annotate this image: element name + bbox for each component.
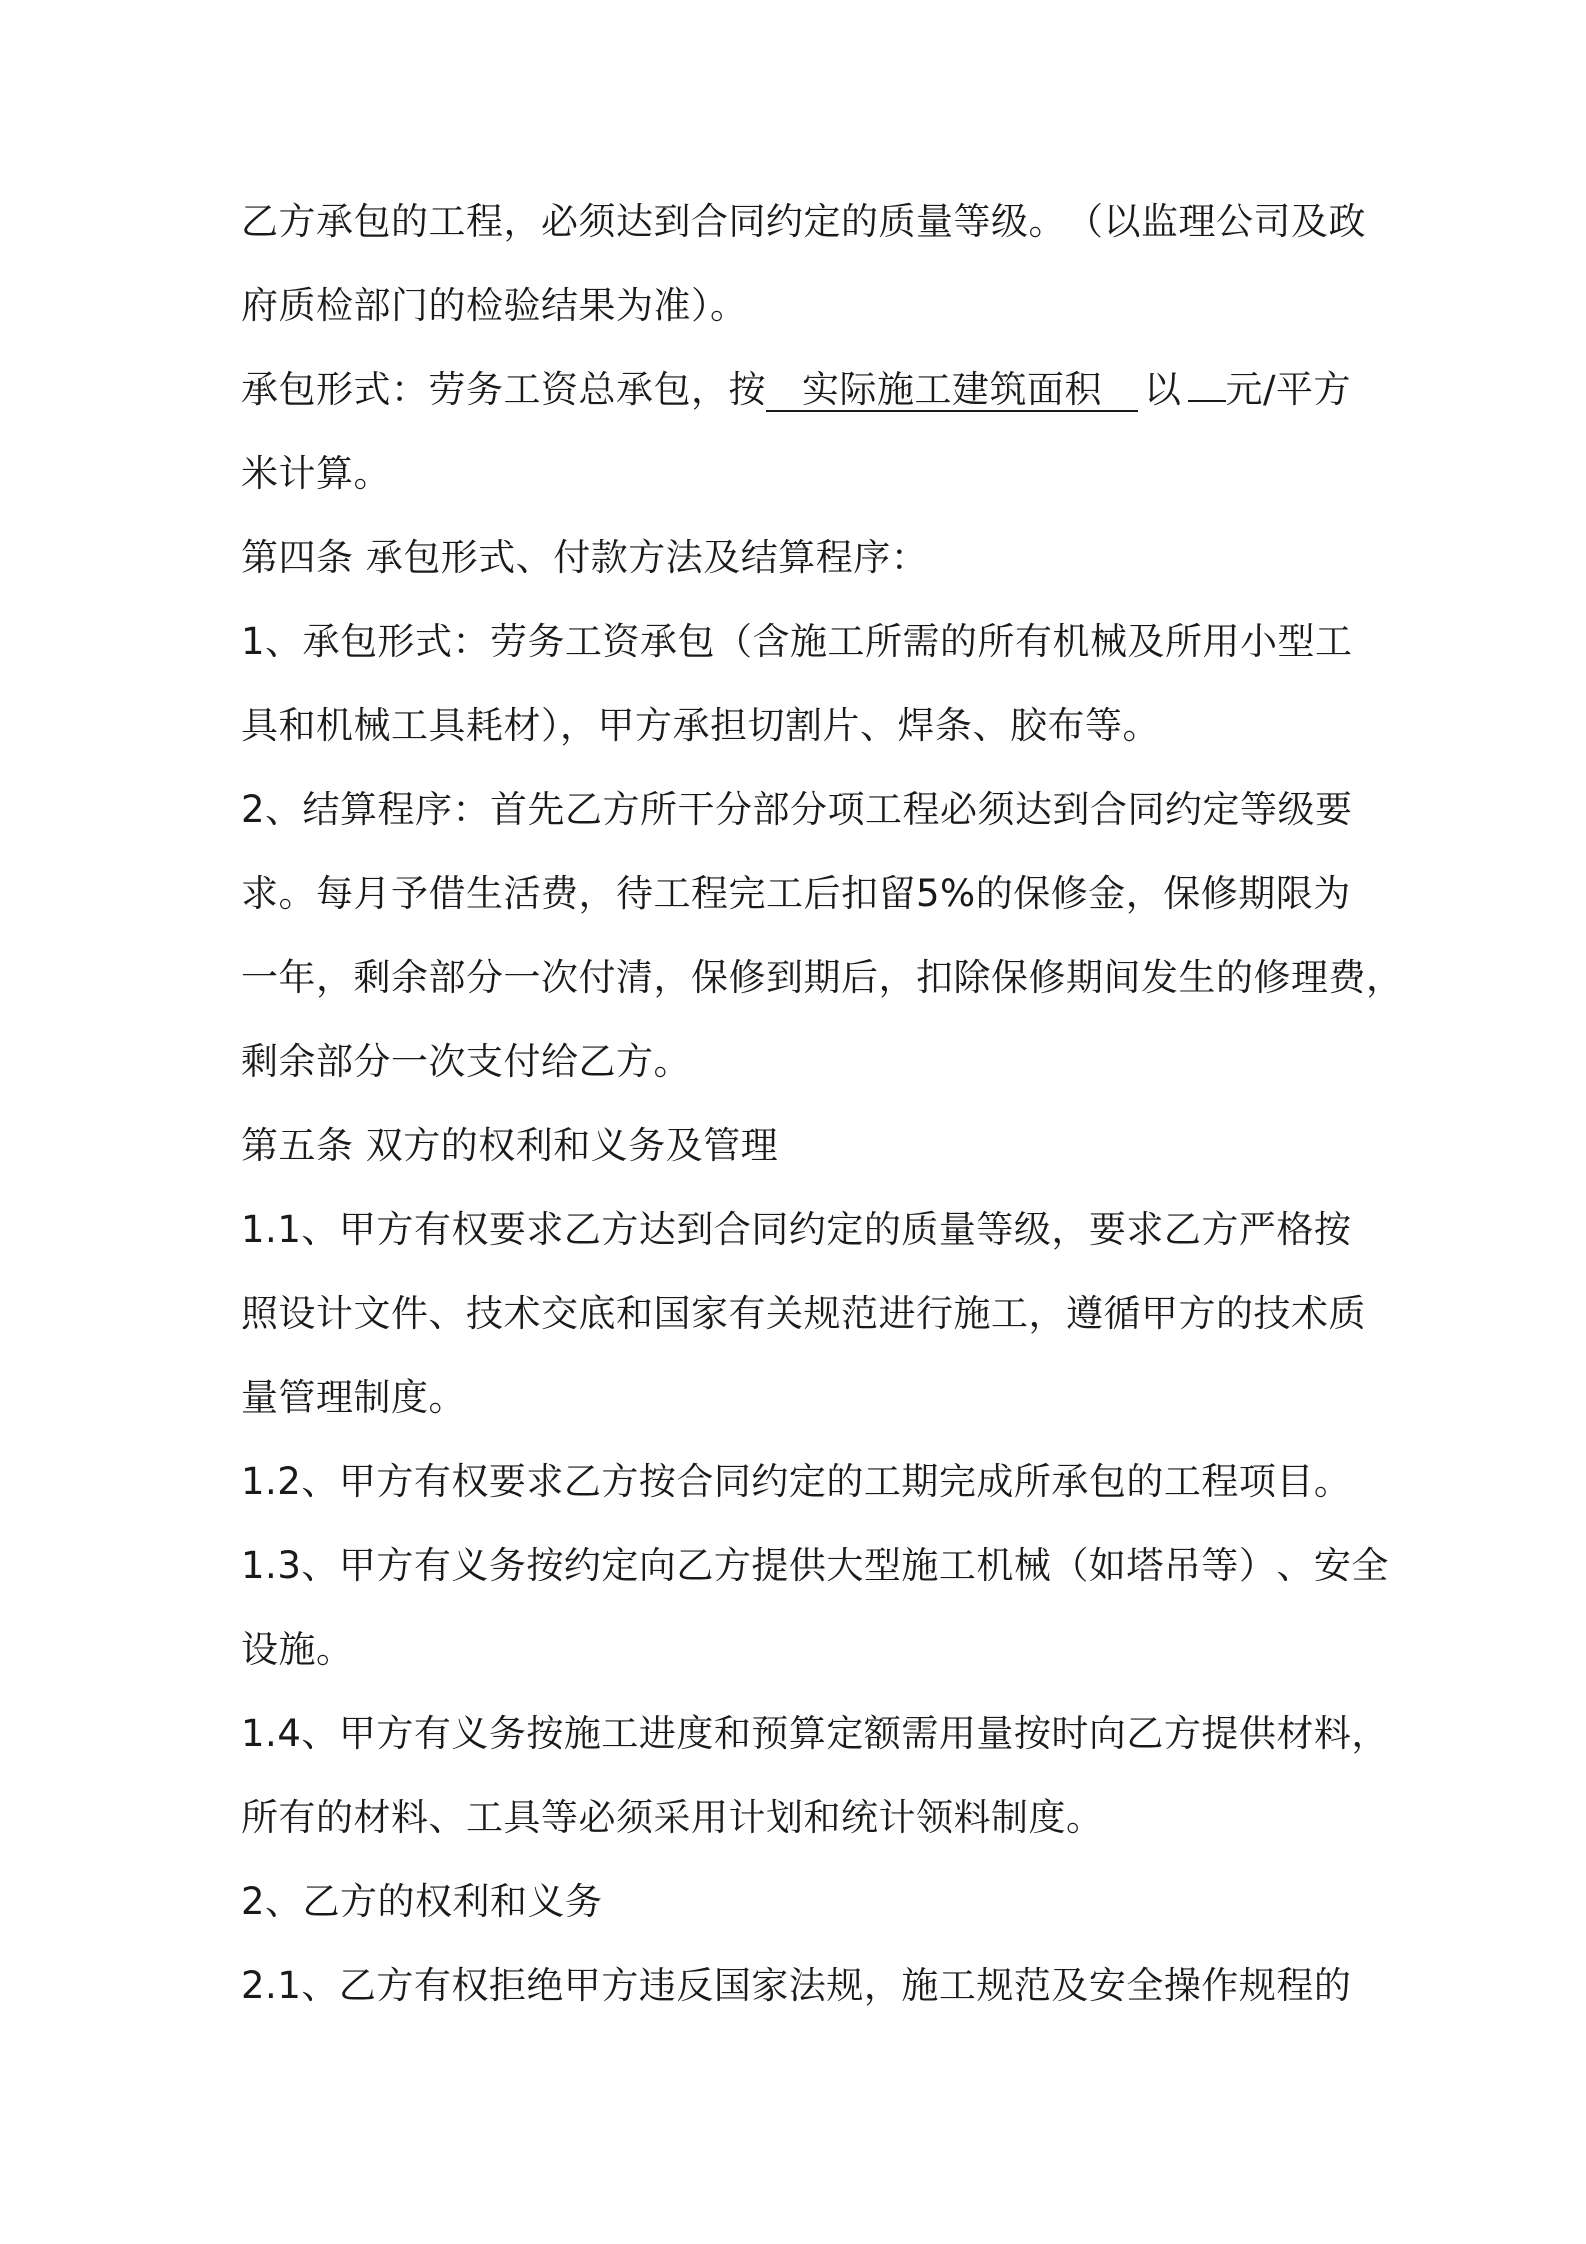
- paragraph-line: 乙 方 承 包 的 工 程 ， 必 须 达 到 合 同 约 定 的 质 量 等 级 。 （ 以 监 理 公 司 及 政: [241, 200, 1366, 243]
- paragraph-line: 所有的材料、工具等必须采用计划和统计领料制度。: [241, 1796, 1104, 1839]
- paragraph-line: 1 、 承 包 形 式 ： 劳 务 工 资 承 包 （ 含 施 工 所 需 的 所 有 机 械 及 所 用 小 型 工: [241, 620, 1353, 663]
- paragraph-line: 求 。 每 月 予 借 生 活 费 ， 待 工 程 完 工 后 扣 留 5 % 的 保 修 金 ， 保 修 期 限 为: [241, 872, 1351, 915]
- contract-form-unit: 元/平方: [1225, 368, 1351, 411]
- price-fill-blank: [1188, 400, 1226, 402]
- paragraph-line: 剩余部分一次支付给乙方。: [241, 1040, 691, 1083]
- paragraph-line: 照 设 计 文 件 、 技 术 交 底 和 国 家 有 关 规 范 进 行 施 工 ， 遵 循 甲 方 的 技 术 质: [241, 1292, 1366, 1335]
- paragraph-line: 府质检部门的检验结果为准）。: [241, 284, 748, 327]
- paragraph-line: 2 . 1 、 乙 方 有 权 拒 绝 甲 方 违 反 国 家 法 规 ， 施 工 规 范 及 安 全 操 作 规 程 的: [241, 1964, 1352, 2007]
- section-heading: 第五条 双方的权利和义务及管理: [241, 1124, 779, 1167]
- paragraph-line: 1 . 3 、 甲 方 有 义 务 按 约 定 向 乙 方 提 供 大 型 施 工 机 械 （ 如 塔 吊 等 ） 、 安 全: [241, 1544, 1389, 1587]
- contract-form-label: 承包形式：劳务工资总承包，按: [241, 368, 766, 411]
- area-fill-blank: 实际施工建筑面积: [766, 370, 1138, 412]
- subsection-heading: 2、乙方的权利和义务: [241, 1880, 603, 1923]
- section-heading: 第四条 承包形式、付款方法及结算程序：: [241, 536, 929, 579]
- contract-form-connector: 以: [1144, 368, 1182, 411]
- paragraph-line: 一 年 ， 剩 余 部 分 一 次 付 清 ， 保 修 到 期 后 ， 扣 除 保 修 期 间 发 生 的 修 理 费 ，: [241, 956, 1404, 999]
- paragraph-line: 1 . 4 、 甲 方 有 义 务 按 施 工 进 度 和 预 算 定 额 需 用 量 按 时 向 乙 方 提 供 材 料 ，: [241, 1712, 1389, 1755]
- paragraph-line: 1.2、甲方有权要求乙方按合同约定的工期完成所承包的工程项目。: [241, 1460, 1352, 1503]
- paragraph-line: 设施。: [241, 1628, 354, 1671]
- paragraph-line: 米计算。: [241, 452, 391, 495]
- paragraph-line: 具和机械工具耗材），甲方承担切割片、焊条、胶布等。: [241, 704, 1160, 747]
- paragraph-line: 2 、 结 算 程 序 ： 首 先 乙 方 所 干 分 部 分 项 工 程 必 须 达 到 合 同 约 定 等 级 要: [241, 788, 1353, 831]
- paragraph-line: 1 . 1 、 甲 方 有 权 要 求 乙 方 达 到 合 同 约 定 的 质 量 等 级 ， 要 求 乙 方 严 格 按: [241, 1208, 1352, 1251]
- paragraph-line: 量管理制度。: [241, 1376, 466, 1419]
- contract-form-line: [241, 368, 1351, 412]
